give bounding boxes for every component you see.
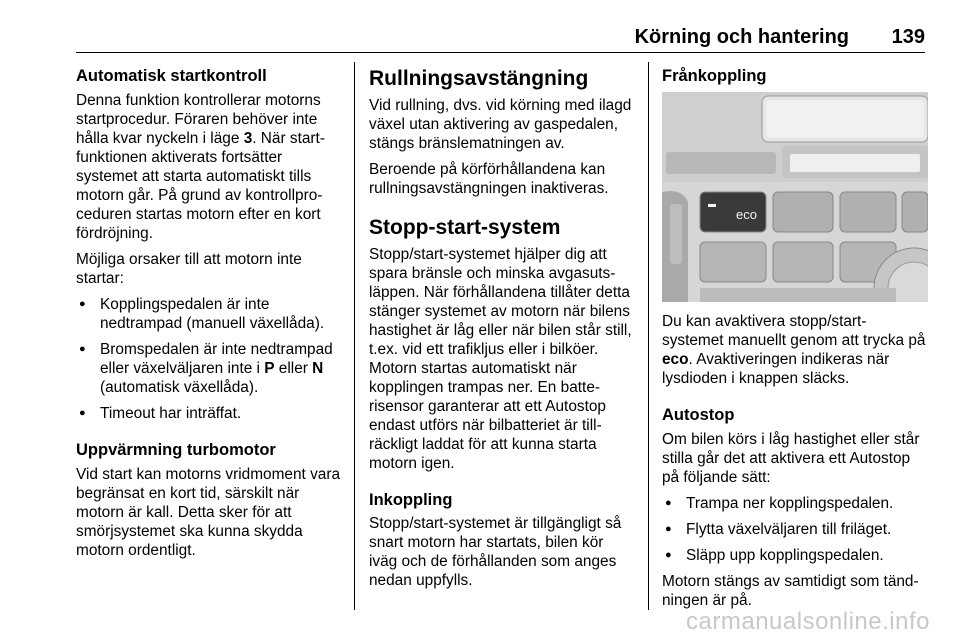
list-item: ● Flytta växelväljaren till friläget. <box>662 520 928 539</box>
heading-autostop: Autostop <box>662 406 735 424</box>
causes-list <box>76 295 346 423</box>
paragraph-automatic-start: Denna funktion kontrollerar motorns startprocedur. Föraren behöver inte hålla kvar nyckeln i läge 3. När startfunktionen aktiverats fortsätter systemet att starta automatiskt tills motorn går. På grund av kontrollproceduren startas motorn efter en kort fördröjning. <box>76 92 325 242</box>
eco-button-photo <box>662 92 928 302</box>
page-header <box>76 26 925 53</box>
column-1 <box>76 66 346 567</box>
paragraph-engine-off: Motorn stängs av samtidigt som tändningen är på. <box>662 573 919 609</box>
column-divider-2 <box>648 62 649 610</box>
list-item: ● Släpp upp kopplingspedalen. <box>662 546 928 565</box>
heading-activation: Inkoppling <box>369 491 453 509</box>
heading-stop-start: Stopp-start-system <box>369 216 561 239</box>
paragraph-deactivation: Du kan avaktivera stopp/start-systemet manuellt genom att trycka på eco. Avaktiveringen indikeras när lysdioden i knappen släcks. <box>662 313 926 387</box>
list-item: ● Timeout har inträffat. <box>76 404 346 423</box>
paragraph-turbo: Vid start kan motorns vridmoment vara begränsat en kort tid, särskilt när motorn är kall. Detta sker för att smörjsystemet ska kunna skydda motorn ordentligt. <box>76 466 341 559</box>
autostop-steps <box>662 494 928 565</box>
paragraph-coasting-1: Vid rullning, dvs. vid körning med ilagd växel utan aktivering av gaspedalen, stängs bränslematningen av. <box>369 97 632 152</box>
column-divider-1 <box>354 62 355 610</box>
watermark: carmanualsonline.info <box>686 608 930 635</box>
eco-label: eco <box>736 207 757 222</box>
list-item: ● Kopplingspedalen är inte nedtrampad (manuell växellåda). <box>76 295 346 333</box>
paragraph-autostop: Om bilen körs i låg hastighet eller står stilla går det att aktivera ett Autostop på följande sätt: <box>662 431 920 486</box>
list-item: ● Trampa ner kopplingspedalen. <box>662 494 928 513</box>
paragraph-activation: Stopp/start-systemet är tillgängligt så snart motorn har startats, bilen kör iväg och de förhållanden som anges nedan uppfylls. <box>369 515 622 589</box>
section-title-automatic-start: Automatisk startkontroll <box>76 67 267 85</box>
section-title-turbo: Uppvärmning turbomotor <box>76 441 276 459</box>
heading-coasting-cutoff: Rullningsavstängning <box>369 67 589 90</box>
column-2 <box>369 66 634 597</box>
paragraph-stop-start: Stopp/start-systemet hjälper dig att spara bränsle och minska avgasutsläppen. När förhållandena tillåter detta stänger systemet av motorn när bilens hastighet är låg eller när bilen står still, t.ex. vid ett trafikljus eller i bilköer. Motorn startas automatiskt när kopplingen trampas ner. En batterisensor garanterar att ett Autostop endast utförs när bilbatteriet är tillräckligt laddat för att kunna starta motorn igen. <box>369 246 632 472</box>
paragraph-coasting-2: Beroende på körförhållandena kan rullningsavstängningen inaktiveras. <box>369 161 609 197</box>
paragraph-possible-causes: Möjliga orsaker till att motorn inte startar: <box>76 251 302 287</box>
page-number: 139 <box>891 26 925 48</box>
chapter-title: Körning och hantering <box>634 26 849 48</box>
heading-deactivation: Frånkoppling <box>662 67 767 85</box>
column-3 <box>662 66 928 617</box>
list-item: ● Bromspedalen är inte nedtrampad eller växelväljaren inte i P eller N (automatisk växellåda). <box>76 340 346 397</box>
